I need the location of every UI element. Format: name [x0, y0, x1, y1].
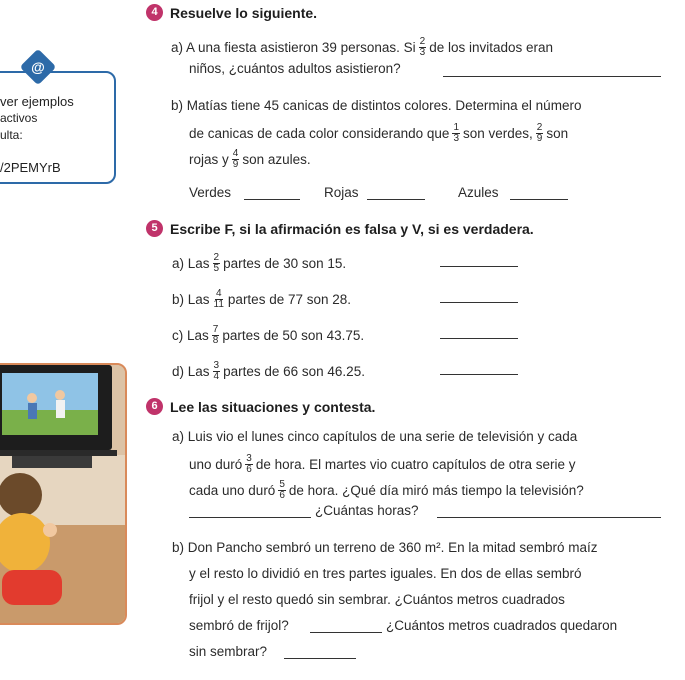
ex5-item-a: a) Las $\frac{2}{5}$ partes de 30 son 15.	[172, 252, 347, 274]
verdes-label: Verdes	[189, 185, 232, 200]
ex6-a-line2: uno duró $\frac{3}{6}$ de hora. El martes vio cuatro capítulos de otra serie y	[189, 453, 576, 475]
ex6-a-line1: a) Luis vio el lunes cinco capítulos de una serie de televisión y cada	[172, 429, 578, 444]
ex6-b-unsown-blank[interactable]	[284, 658, 356, 659]
exercise-5-badge: 5	[146, 220, 163, 237]
ex4-b-line3: rojas y $\frac{4}{9}$ son azules.	[189, 148, 311, 170]
azules-answer-blank[interactable]	[510, 199, 568, 200]
fraction-four-ninths: $\frac{4}{9}$	[232, 148, 239, 170]
exercise-6-title: Lee las situaciones y contesta.	[170, 399, 376, 415]
ex5-item-b: b) Las $\frac{4}{11}$ partes de 77 son 28.	[172, 288, 352, 310]
ex6-b-frijol-blank[interactable]	[310, 632, 382, 633]
ex6-a-hours-blank[interactable]	[437, 517, 661, 518]
fraction-five-sixths: $\frac{5}{6}$	[279, 479, 285, 501]
ex4-a-line1: a) A una fiesta asistieron 39 personas. Si $\frac{2}{3}$ de los invitados eran	[171, 36, 554, 58]
fraction-two-thirds: $\frac{2}{3}$	[419, 36, 426, 58]
ex4-a-answer-blank[interactable]	[443, 76, 661, 77]
ex4-b-line1: b) Matías tiene 45 canicas de distintos colores. Determina el número	[171, 98, 582, 113]
verdes-answer-blank[interactable]	[244, 199, 300, 200]
rojas-answer-blank[interactable]	[367, 199, 425, 200]
exercise-5-title: Escribe F, si la afirmación es falsa y V, si es verdadera.	[170, 221, 534, 237]
exercise-4-badge: 4	[146, 4, 163, 21]
fraction-three-quarters: $\frac{3}{4}$	[213, 360, 220, 382]
rojas-label: Rojas	[324, 185, 359, 200]
ex6-b-line4-pre: sembró de frijol?	[189, 618, 289, 633]
fraction-seven-eighths: $\frac{7}{8}$	[212, 324, 219, 346]
ex5-item-c-blank[interactable]	[440, 338, 518, 339]
ex6-a-line3: cada uno duró $\frac{5}{6}$ de hora. ¿Qué día miró más tiempo la televisión?	[189, 479, 584, 501]
sidebar-text-3: ulta:	[0, 128, 23, 142]
ex5-item-c: c) Las $\frac{7}{8}$ partes de 50 son 43.75.	[172, 324, 365, 346]
ex6-a-question: ¿Cuántas horas?	[315, 503, 419, 518]
at-sign-icon: @	[31, 59, 45, 75]
ex6-b-line4-post: ¿Cuántos metros cuadrados quedaron	[386, 618, 618, 633]
ex6-a-day-blank[interactable]	[189, 517, 311, 518]
sidebar-text-1: ver ejemplos	[0, 94, 74, 109]
photo-illustration	[0, 365, 127, 625]
fraction-three-sixths: $\frac{3}{6}$	[246, 453, 252, 475]
ex4-b-line2: de canicas de cada color considerando que $\frac{1}{3}$ son verdes, $\frac{2}{9}$ son	[189, 122, 569, 144]
azules-label: Azules	[458, 185, 499, 200]
ex5-item-d-blank[interactable]	[440, 374, 518, 375]
fraction-two-ninths: $\frac{2}{9}$	[536, 122, 543, 144]
sidebar-text-2: activos	[0, 111, 38, 125]
ex6-b-line5: sin sembrar?	[189, 644, 268, 659]
resource-link-code[interactable]: /2PEMYrB	[0, 160, 61, 175]
exercise-6-badge: 6	[146, 398, 163, 415]
exercise-4-title: Resuelve lo siguiente.	[170, 5, 318, 21]
fraction-one-third: $\frac{1}{3}$	[453, 122, 459, 144]
ex5-item-d: d) Las $\frac{3}{4}$ partes de 66 son 46.25.	[172, 360, 365, 382]
fraction-four-elevenths: $\frac{4}{11}$	[213, 288, 224, 310]
ex5-item-b-blank[interactable]	[440, 302, 518, 303]
ex4-a-line2: niños, ¿cuántos adultos asistieron?	[189, 61, 401, 76]
ex6-b-line2: y el resto lo dividió en tres partes iguales. En dos de ellas sembró	[189, 566, 582, 581]
fraction-two-fifths: $\frac{2}{5}$	[213, 252, 220, 274]
family-watching-tv-photo	[0, 363, 127, 625]
ex6-b-line1: b) Don Pancho sembró un terreno de 360 m². En la mitad sembró maíz	[172, 540, 598, 555]
ex6-b-line3: frijol y el resto quedó sin sembrar. ¿Cuántos metros cuadrados	[189, 592, 565, 607]
ex5-item-a-blank[interactable]	[440, 266, 518, 267]
